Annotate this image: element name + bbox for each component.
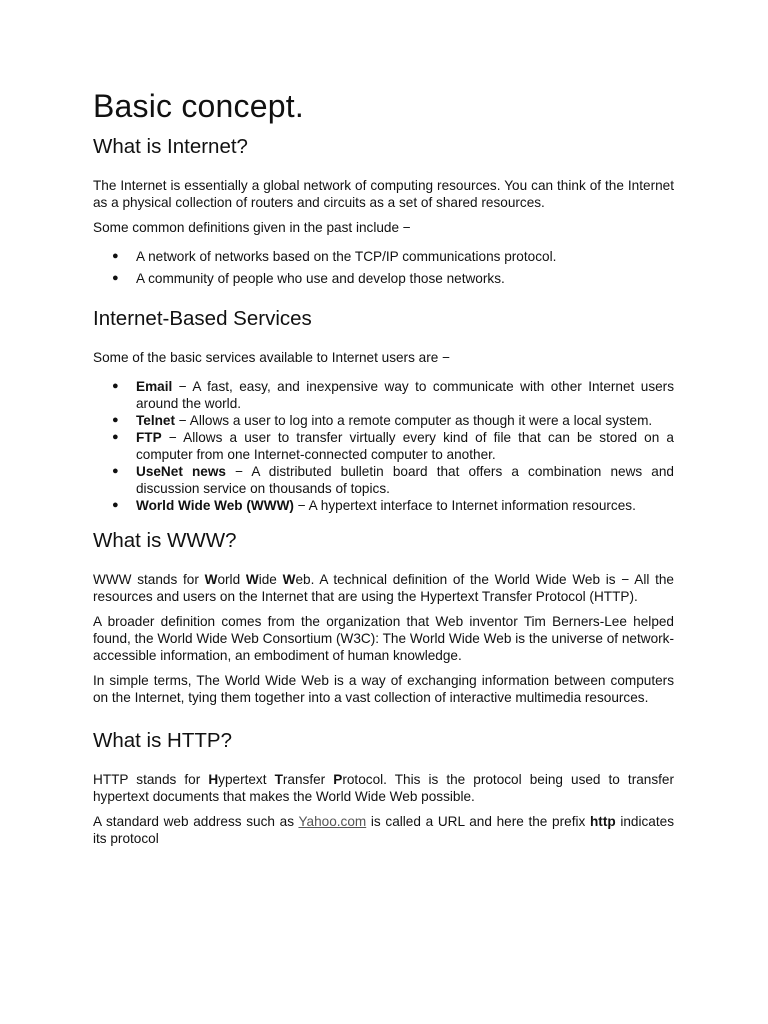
bullet-icon: ● bbox=[112, 499, 119, 511]
www-paragraph-2: A broader definition comes from the organization that Web inventor Tim Berners-Lee helped found, the World Wide Web Consortium (W3C): The World Wide Web is the universe of network-accessible information, an embodiment of human knowledge. bbox=[93, 614, 674, 663]
bullet-icon: ● bbox=[112, 465, 119, 477]
service-term: UseNet news bbox=[136, 464, 226, 479]
services-intro: Some of the basic services available to Internet users are − bbox=[93, 350, 451, 365]
document-title: Basic concept. bbox=[93, 88, 304, 124]
http-paragraph-2: A standard web address such as Yahoo.com is called a URL and here the prefix http indicates its protocol bbox=[93, 814, 674, 846]
bullet-icon: ● bbox=[112, 272, 119, 284]
section-heading-internet: What is Internet? bbox=[93, 135, 248, 158]
document-page bbox=[93, 86, 674, 855]
service-term: Telnet bbox=[136, 413, 176, 428]
www-paragraph-3: In simple terms, The World Wide Web is a way of exchanging information between computers on the Internet, tying them together into a vast collection of interactive multimedia resources. bbox=[93, 673, 674, 705]
section-heading-services: Internet-Based Services bbox=[93, 307, 312, 330]
list-item: ● Email − A fast, easy, and inexpensive way to communicate with other Internet users around the world. bbox=[112, 379, 674, 411]
bullet-icon: ● bbox=[112, 414, 119, 426]
section-heading-www: What is WWW? bbox=[93, 529, 237, 552]
bullet-icon: ● bbox=[112, 250, 119, 262]
service-term: FTP bbox=[136, 430, 162, 445]
section-heading-http: What is HTTP? bbox=[93, 729, 232, 752]
services-list bbox=[93, 378, 674, 514]
bullet-icon: ● bbox=[112, 431, 119, 443]
yahoo-link[interactable]: Yahoo.com bbox=[298, 814, 367, 829]
internet-paragraph-1: The Internet is essentially a global network of computing resources. You can think of the Internet as a physical collection of routers and circuits as a set of shared resources. bbox=[93, 178, 674, 210]
list-item: ● Telnet − Allows a user to log into a remote computer as though it were a local system. bbox=[112, 413, 653, 428]
list-item: ● A network of networks based on the TCP/IP communications protocol. bbox=[112, 249, 557, 264]
internet-definition-list bbox=[93, 248, 674, 287]
list-item: ● A community of people who use and develop those networks. bbox=[112, 271, 505, 286]
bullet-icon: ● bbox=[112, 380, 119, 392]
service-term: Email bbox=[136, 379, 173, 394]
list-item: ● FTP − Allows a user to transfer virtually every kind of file that can be stored on a computer from one Internet-connected computer to another. bbox=[112, 430, 674, 462]
www-paragraph-1: WWW stands for World Wide Web. A technical definition of the World Wide Web is − All the resources and users on the Internet that are using the Hypertext Transfer Protocol (HTTP). bbox=[93, 572, 674, 604]
internet-paragraph-2: Some common definitions given in the past include − bbox=[93, 220, 411, 235]
http-paragraph-1: HTTP stands for Hypertext Transfer Protocol. This is the protocol being used to transfer hypertext documents that makes the World Wide Web possible. bbox=[93, 772, 675, 804]
list-item: ● World Wide Web (WWW) − A hypertext interface to Internet information resources. bbox=[112, 498, 636, 513]
list-item: ● UseNet news − A distributed bulletin board that offers a combination news and discussion service on thousands of topics. bbox=[112, 464, 674, 496]
service-term: World Wide Web (WWW) bbox=[136, 498, 294, 513]
